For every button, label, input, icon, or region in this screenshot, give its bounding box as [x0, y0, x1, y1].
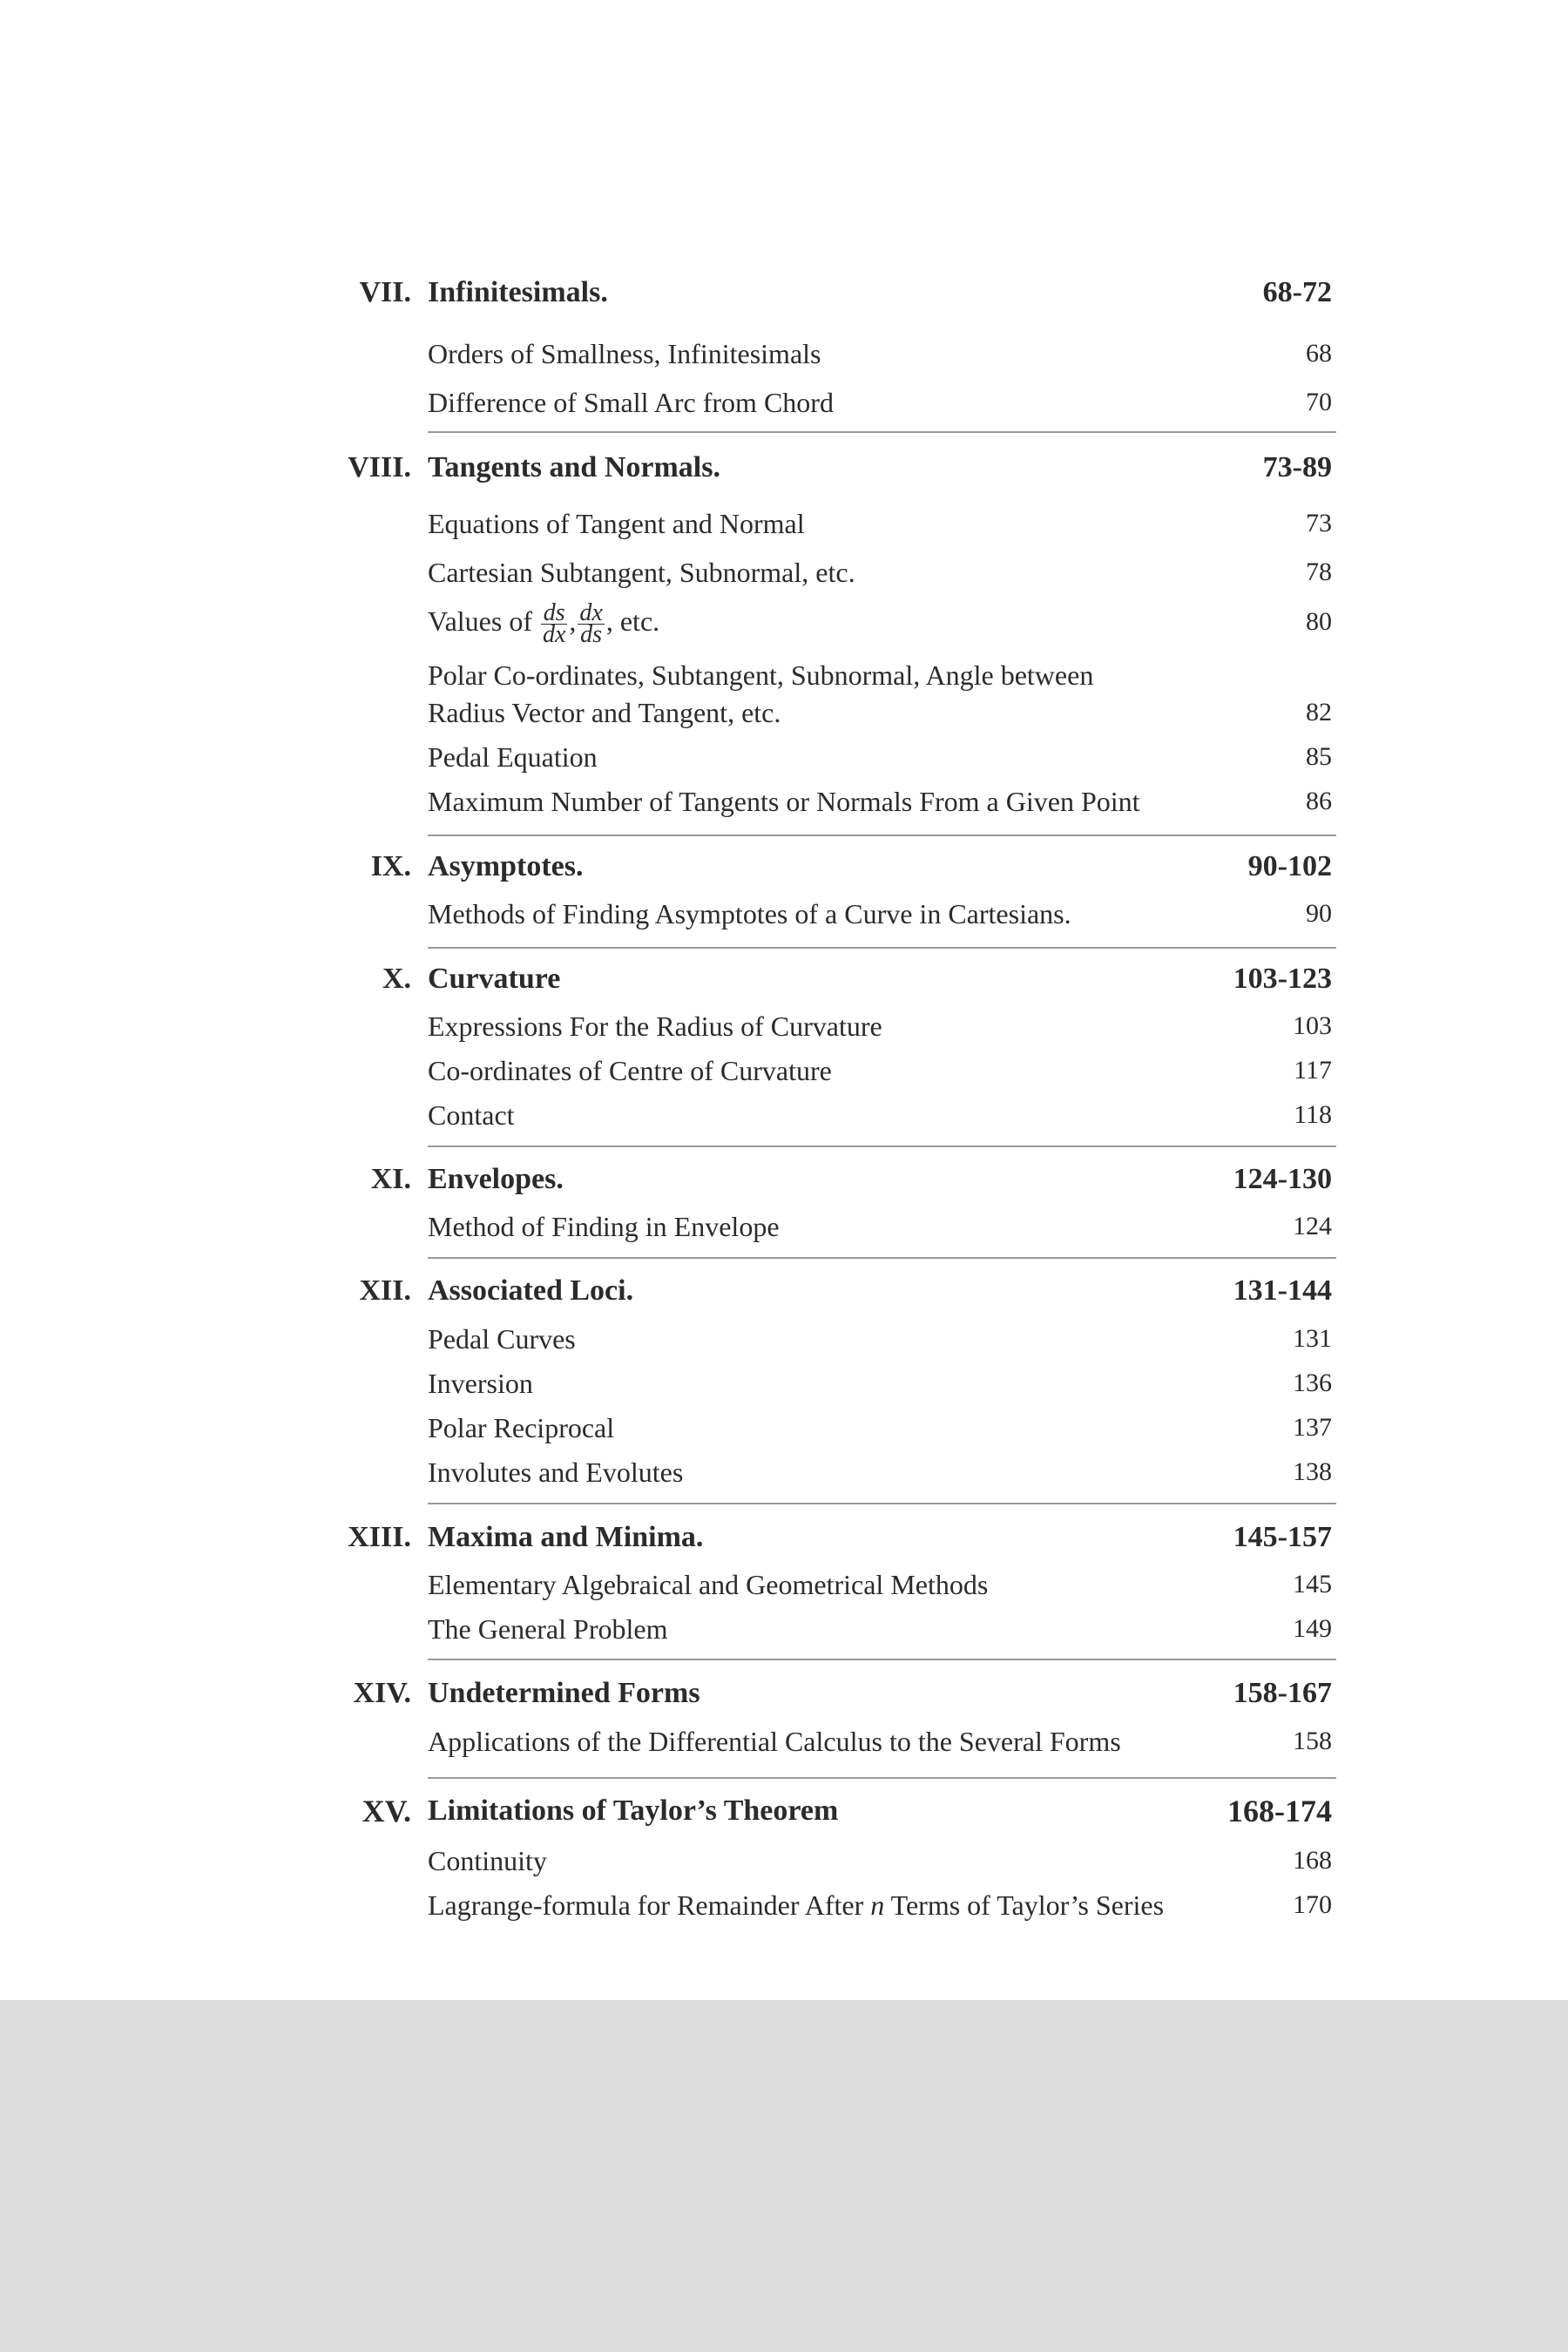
section-page: 68: [1306, 339, 1332, 368]
divider-rule: [428, 1146, 1336, 1147]
chapter-title: Associated Loci.: [428, 1274, 634, 1307]
section-title-suffix: Terms of Taylor’s Series: [890, 1889, 1165, 1921]
section-title-italic: n: [870, 1889, 885, 1921]
section-page: 117: [1294, 1056, 1332, 1085]
chapter-pages: 73-89: [1262, 451, 1332, 483]
section-title: The General Problem: [428, 1613, 668, 1645]
section-page: 137: [1293, 1413, 1332, 1442]
fraction-denominator: ds: [580, 621, 603, 648]
chapter-title: Asymptotes.: [428, 850, 584, 882]
section-title: Polar Reciprocal: [428, 1412, 615, 1443]
section-page: 136: [1293, 1369, 1332, 1397]
section-title-prefix: Values of: [428, 605, 532, 637]
section-title-suffix: , etc.: [605, 605, 660, 637]
chapter-number: XIV.: [353, 1677, 411, 1709]
section-page: 90: [1306, 899, 1332, 928]
chapter-number: VIII.: [348, 451, 411, 483]
section-page: 73: [1306, 509, 1332, 537]
section-title: Pedal Equation: [428, 741, 598, 773]
fraction-numerator: ds: [541, 603, 567, 625]
section-title: Inversion: [428, 1368, 533, 1399]
section-title: Methods of Finding Asymptotes of a Curve in Cartesians.: [428, 898, 1071, 929]
divider-rule: [428, 1777, 1336, 1779]
divider-rule: [428, 1503, 1336, 1504]
chapter-title: Envelopes.: [428, 1163, 564, 1195]
chapter-pages: 124-130: [1233, 1163, 1332, 1195]
section-page: 158: [1293, 1727, 1332, 1755]
section-page: 78: [1306, 558, 1332, 586]
section-title: Co-ordinates of Centre of Curvature: [428, 1055, 832, 1086]
section-page: 103: [1293, 1011, 1332, 1040]
section-title-line1: Polar Co-ordinates, Subtangent, Subnormal, Angle between: [428, 659, 1094, 691]
chapter-number: XI.: [370, 1163, 411, 1195]
fraction-ds-dx: [541, 599, 567, 648]
section-page: 82: [1306, 698, 1332, 727]
divider-rule: [428, 947, 1336, 949]
fraction-dx-ds: [578, 599, 604, 648]
chapter-pages: 131-144: [1233, 1274, 1332, 1307]
section-page: 86: [1306, 787, 1332, 815]
section-page: 70: [1306, 388, 1332, 416]
section-page: 170: [1293, 1890, 1332, 1919]
divider-rule: [428, 1257, 1336, 1259]
section-title: Elementary Algebraical and Geometrical Methods: [428, 1569, 989, 1600]
chapter-pages: 103-123: [1233, 963, 1332, 995]
section-title-with-fraction: [428, 599, 660, 648]
section-title: Equations of Tangent and Normal: [428, 508, 805, 539]
fraction-denominator: dx: [542, 621, 566, 648]
section-title: Maximum Number of Tangents or Normals From a Given Point: [428, 786, 1140, 817]
chapter-number: XIII.: [348, 1521, 411, 1553]
section-title: Applications of the Differential Calculus to the Several Forms: [428, 1726, 1121, 1757]
section-page: 138: [1293, 1457, 1332, 1486]
chapter-title: Limitations of Taylor’s Theorem: [428, 1794, 839, 1827]
section-page: 149: [1293, 1614, 1332, 1643]
section-title: Cartesian Subtangent, Subnormal, etc.: [428, 557, 855, 588]
chapter-pages: 90-102: [1247, 850, 1332, 882]
chapter-pages: 145-157: [1233, 1521, 1332, 1553]
section-title-with-italic: [428, 1888, 1164, 1923]
section-title: Difference of Small Arc from Chord: [428, 387, 834, 418]
section-page: 168: [1293, 1846, 1332, 1875]
section-page: 80: [1306, 607, 1332, 636]
section-title-line2: Radius Vector and Tangent, etc.: [428, 697, 781, 728]
section-page: 85: [1306, 742, 1332, 771]
chapter-title: Curvature: [428, 963, 561, 995]
chapter-title: Maxima and Minima.: [428, 1521, 704, 1553]
section-title: Continuity: [428, 1845, 547, 1876]
chapter-number: XII.: [359, 1274, 411, 1307]
chapter-number: VII.: [359, 276, 411, 308]
chapter-title: Infinitesimals.: [428, 276, 608, 308]
chapter-number: XV.: [362, 1794, 411, 1828]
section-title: Involutes and Evolutes: [428, 1456, 684, 1488]
chapter-pages: 158-167: [1233, 1677, 1332, 1709]
chapter-number: X.: [382, 963, 411, 995]
divider-rule: [428, 1659, 1336, 1660]
divider-rule: [428, 835, 1336, 836]
fraction-separator: ,: [569, 605, 577, 637]
section-page: 131: [1293, 1324, 1332, 1353]
fraction-numerator: dx: [579, 599, 603, 626]
section-title: Expressions For the Radius of Curvature: [428, 1010, 882, 1042]
section-title: Pedal Curves: [428, 1323, 576, 1355]
chapter-number: IX.: [370, 850, 411, 882]
section-page: 124: [1293, 1212, 1332, 1240]
chapter-pages: 168-174: [1227, 1794, 1332, 1828]
footer-band: [0, 2000, 1568, 2352]
section-title: Method of Finding in Envelope: [428, 1211, 780, 1242]
chapter-title: Tangents and Normals.: [428, 451, 720, 483]
section-title: Orders of Smallness, Infinitesimals: [428, 338, 821, 369]
chapter-pages: 68-72: [1262, 276, 1332, 308]
section-title: Contact: [428, 1099, 515, 1131]
section-title-prefix: Lagrange-formula for Remainder After: [428, 1889, 864, 1921]
divider-rule: [428, 431, 1336, 433]
section-page: 145: [1293, 1570, 1332, 1598]
section-page: 118: [1294, 1100, 1332, 1129]
chapter-title: Undetermined Forms: [428, 1677, 700, 1709]
